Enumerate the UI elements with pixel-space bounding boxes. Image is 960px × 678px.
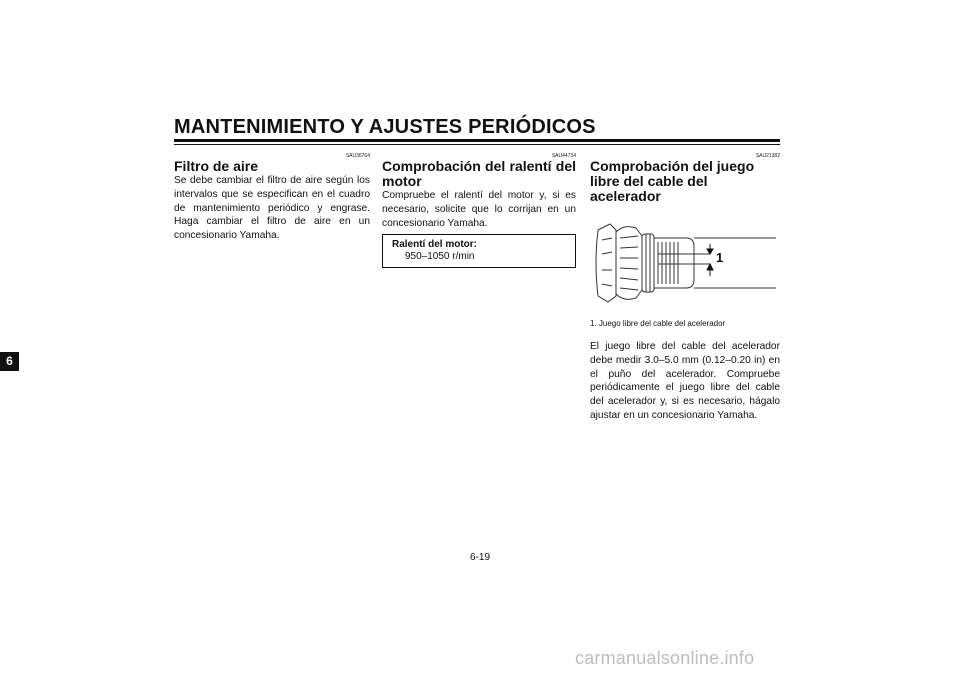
section-code: SAU21382 [755, 153, 780, 159]
section-heading-idle-speed: Comprobación del ralentí del motor [382, 158, 576, 189]
section-heading-air-filter: Filtro de aire [174, 158, 259, 174]
section-body-throttle-cable: El juego libre del cable del acelerador debe medir 3.0–5.0 mm (0.12–0.20 in) en el puño del acelerador. Compruebe periódicamente el juego libre del cable del acelerador y, si es necesario, hágalo ajustar en un concesionario Yamaha. [590, 341, 780, 421]
spec-value: 950–1050 r/min [405, 251, 475, 262]
header-rule [174, 139, 780, 142]
section-body-idle-speed: Compruebe el ralentí del motor y, si es necesario, solicite que lo corrijan en un concesionario Yamaha. [382, 190, 576, 229]
header-rule-thin [174, 144, 780, 145]
section-heading-throttle-cable: Comprobación del juego libre del cable del acelerador [590, 158, 755, 204]
section-code: SAU44734 [551, 153, 576, 159]
chapter-tab: 6 [0, 352, 19, 371]
spec-box [382, 234, 576, 268]
page-number: 6-19 [469, 552, 490, 563]
section-code: SAU36764 [345, 153, 370, 159]
section-body-air-filter: Se debe cambiar el filtro de aire según los intervalos que se especifican en el cuadro de mantenimiento periódico y engrase. Haga cambiar el filtro de aire en un concesionario Yamaha. [174, 175, 370, 242]
page-title: MANTENIMIENTO Y AJUSTES PERIÓDICOS [174, 116, 596, 138]
throttle-grip-illustration [590, 214, 780, 310]
watermark: carmanualsonline.info [575, 648, 755, 668]
figure-caption: 1. Juego libre del cable del acelerador [590, 319, 726, 328]
spec-label: Ralentí del motor: [392, 239, 478, 250]
figure-callout-1: 1 [716, 250, 724, 265]
